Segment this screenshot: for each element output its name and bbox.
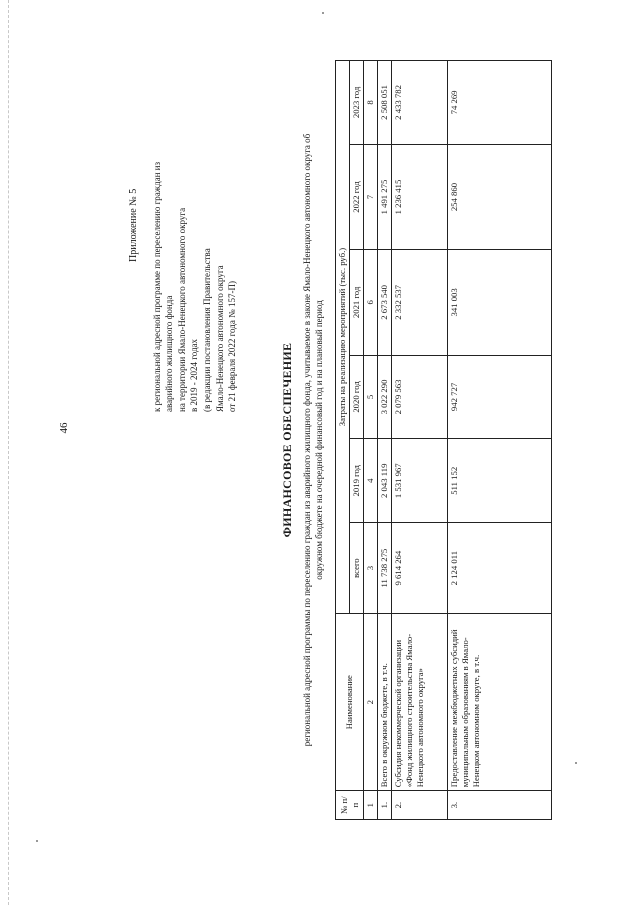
appendix-line: к региональной адресной программе по переселению граждан из (151, 161, 162, 412)
row-name: Субсидия некоммерческой организации «Фонд жилищного строительства Ямало-Ненецкого автономного округа» (392, 614, 448, 791)
row-num: 3. (448, 791, 552, 820)
row-total: 9 614 264 (392, 523, 448, 614)
row-name: Предоставление межбюджетных субсидий муниципальным образованиям в Ямало-Ненецком автономном округе, в т.ч. (448, 614, 552, 791)
header-year: 2023 год (350, 61, 364, 145)
scan-speck (322, 12, 324, 14)
column-number: 7 (364, 144, 378, 249)
financing-table (335, 60, 552, 820)
header-year: 2020 год (350, 355, 364, 439)
row-total: 11 738 275 (378, 523, 392, 614)
binder-hole-line (8, 0, 10, 905)
column-number: 6 (364, 250, 378, 355)
rotated-document-page (50, 50, 590, 830)
appendix-line: аварийного жилищного фонда (164, 295, 175, 412)
table-row (378, 61, 392, 820)
header-year: 2022 год (350, 144, 364, 249)
table-row (392, 61, 448, 820)
subheading-line: региональной адресной программы по переселению граждан из аварийного жилищного фонда, учитываемое в законе Ямало-Ненецкого автономного округа об (302, 133, 312, 747)
row-value: 2 673 540 (378, 250, 392, 355)
subheading-line: окружном бюджете на очередной финансовый год и на плановый период (314, 300, 324, 580)
column-number-row (364, 61, 378, 820)
row-value: 511 152 (448, 439, 552, 523)
row-value: 2 043 119 (378, 439, 392, 523)
row-value: 3 022 290 (378, 355, 392, 439)
row-value: 1 236 415 (392, 144, 448, 249)
row-value: 2 079 563 (392, 355, 448, 439)
scan-speck (36, 840, 38, 842)
row-value: 1 491 275 (378, 144, 392, 249)
row-num: 1. (378, 791, 392, 820)
row-value: 254 860 (448, 144, 552, 249)
appendix-line: Ямало-Ненецкого автономного округа (214, 265, 225, 412)
header-total: всего (350, 523, 364, 614)
document-subheading (301, 65, 325, 815)
header-name: Наименование (336, 614, 364, 791)
header-year: 2019 год (350, 439, 364, 523)
table-header-row (336, 61, 350, 820)
appendix-line: (в редакции постановления Правительства (201, 248, 212, 412)
row-total: 2 124 011 (448, 523, 552, 614)
appendix-title: Приложение № 5 (128, 188, 139, 262)
header-year: 2021 год (350, 250, 364, 355)
column-number: 8 (364, 61, 378, 145)
column-number: 5 (364, 355, 378, 439)
header-num: № п/п (336, 791, 364, 820)
row-value: 2 332 537 (392, 250, 448, 355)
appendix-block (128, 102, 239, 412)
page-number: 46 (58, 422, 70, 434)
row-value: 74 269 (448, 61, 552, 145)
row-value: 341 003 (448, 250, 552, 355)
document-heading: ФИНАНСОВОЕ ОБЕСПЕЧЕНИЕ (280, 342, 294, 538)
appendix-line: от 21 февраля 2022 года № 157-П) (227, 281, 238, 412)
row-value: 942 727 (448, 355, 552, 439)
column-number: 1 (364, 791, 378, 820)
header-costs-group: Затраты на реализацию мероприятий (тыс. руб.) (336, 61, 350, 614)
row-value: 1 531 967 (392, 439, 448, 523)
column-number: 2 (364, 614, 378, 791)
appendix-line: в 2019 - 2024 годах (189, 338, 200, 412)
row-name: Всего в окружном бюджете, в т.ч. (378, 614, 392, 791)
row-value: 2 508 051 (378, 61, 392, 145)
table-row (448, 61, 552, 820)
row-value: 2 433 782 (392, 61, 448, 145)
row-num: 2. (392, 791, 448, 820)
column-number: 3 (364, 523, 378, 614)
column-number: 4 (364, 439, 378, 523)
appendix-line: на территории Ямало-Ненецкого автономного округа (176, 207, 187, 412)
